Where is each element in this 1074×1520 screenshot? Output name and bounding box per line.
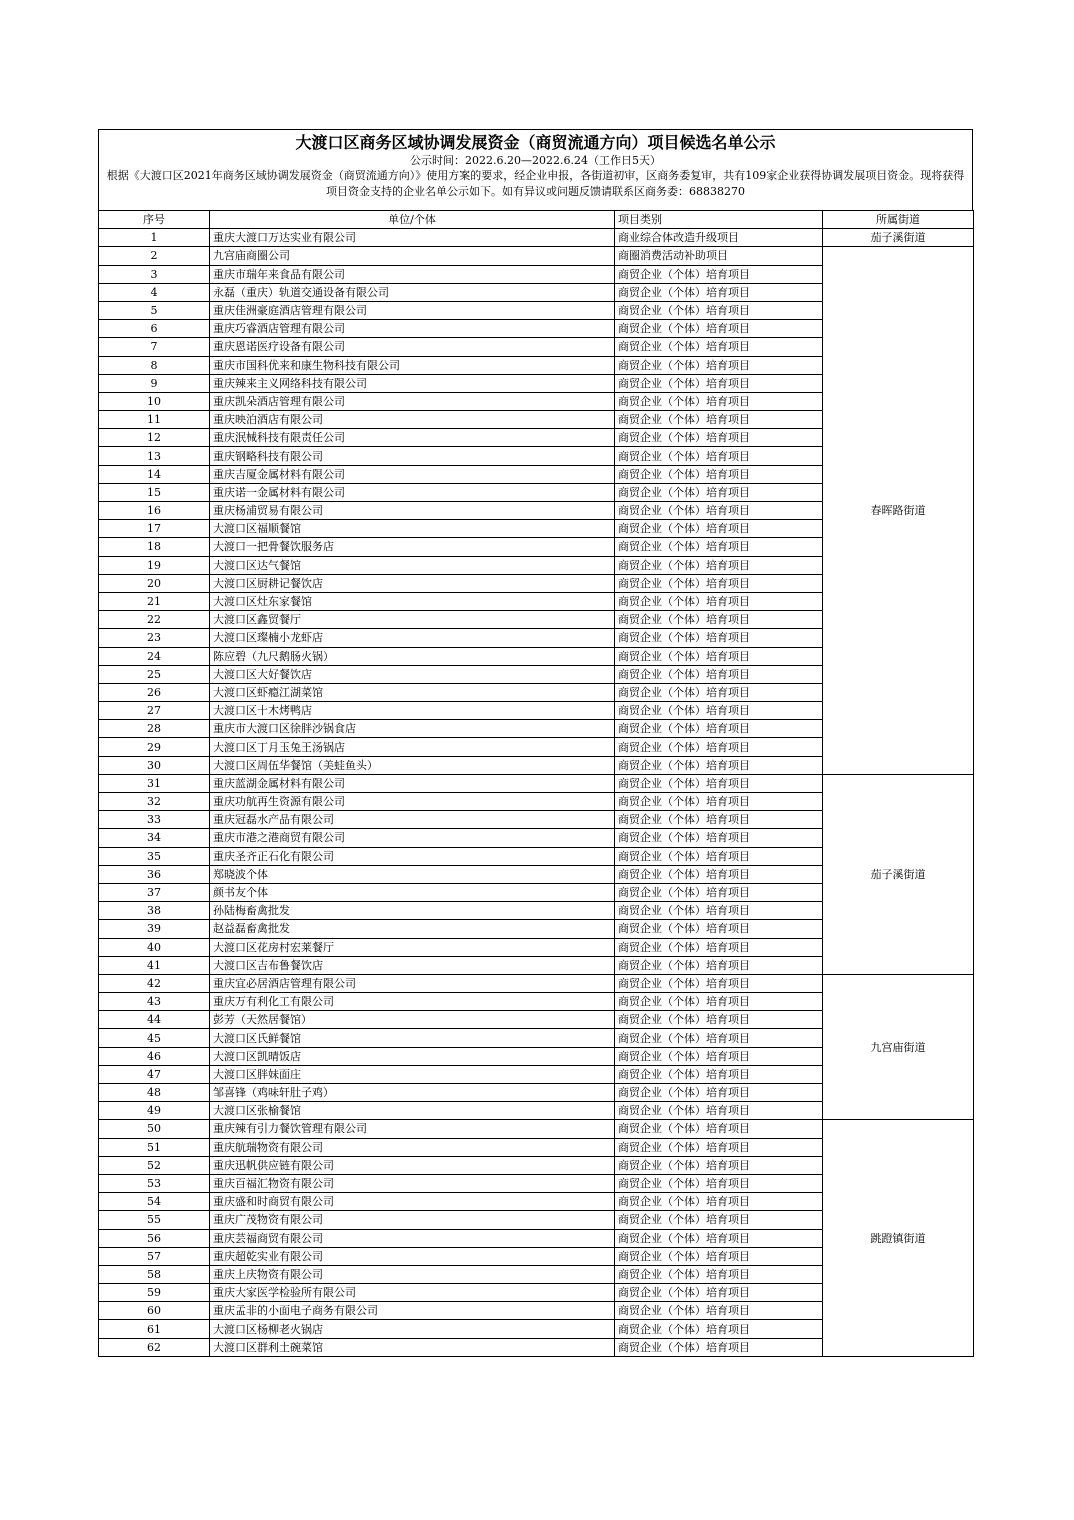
notice-description: 根据《大渡口区2021年商务区域协调发展资金（商贸流通方向）》使用方案的要求，经企业申报，各街道初审，区商务委复审，共有109家企业获得协调发展项目资金。现将获得项目资金支持的企业名单公示如下。如有异议或问题反馈请联系区商务委：68838270 xyxy=(106,169,965,198)
row-no: 3 xyxy=(99,265,210,283)
row-no: 22 xyxy=(99,611,210,629)
column-header-no: 序号 xyxy=(99,211,210,229)
row-no: 38 xyxy=(99,902,210,920)
row-name: 大渡口区群利土碗菜馆 xyxy=(210,1338,615,1356)
row-no: 13 xyxy=(99,447,210,465)
row-no: 61 xyxy=(99,1320,210,1338)
row-no: 53 xyxy=(99,1174,210,1192)
row-type: 商贸企业（个体）培育项目 xyxy=(615,1211,823,1229)
table-row xyxy=(99,229,974,247)
row-type: 商贸企业（个体）培育项目 xyxy=(615,520,823,538)
table-body xyxy=(99,229,974,1357)
row-type: 商贸企业（个体）培育项目 xyxy=(615,338,823,356)
page-title: 大渡口区商务区域协调发展资金（商贸流通方向）项目候选名单公示 xyxy=(295,133,776,152)
row-name: 大渡口区周伍华餐馆（美蛙鱼头） xyxy=(210,756,615,774)
row-name: 重庆辣来主义网络科技有限公司 xyxy=(210,374,615,392)
row-type: 商贸企业（个体）培育项目 xyxy=(615,647,823,665)
row-type: 商贸企业（个体）培育项目 xyxy=(615,538,823,556)
row-type: 商贸企业（个体）培育项目 xyxy=(615,1174,823,1192)
row-name: 重庆市大渡口区徐胖沙锅食店 xyxy=(210,720,615,738)
row-type: 商贸企业（个体）培育项目 xyxy=(615,702,823,720)
row-no: 24 xyxy=(99,647,210,665)
row-type: 商贸企业（个体）培育项目 xyxy=(615,938,823,956)
row-name: 重庆百福汇物资有限公司 xyxy=(210,1174,615,1192)
row-name: 重庆市港之港商贸有限公司 xyxy=(210,829,615,847)
row-no: 57 xyxy=(99,1247,210,1265)
row-no: 15 xyxy=(99,483,210,501)
row-no: 59 xyxy=(99,1284,210,1302)
row-no: 37 xyxy=(99,883,210,901)
row-name: 大渡口区花房村宏莱餐厅 xyxy=(210,938,615,956)
row-no: 14 xyxy=(99,465,210,483)
row-no: 26 xyxy=(99,683,210,701)
row-no: 50 xyxy=(99,1120,210,1138)
row-no: 18 xyxy=(99,538,210,556)
row-no: 55 xyxy=(99,1211,210,1229)
row-no: 45 xyxy=(99,1029,210,1047)
row-type: 商贸企业（个体）培育项目 xyxy=(615,1084,823,1102)
row-district: 茄子溪街道 xyxy=(823,229,974,247)
row-type: 商贸企业（个体）培育项目 xyxy=(615,1029,823,1047)
row-no: 16 xyxy=(99,502,210,520)
row-no: 56 xyxy=(99,1229,210,1247)
row-type: 商贸企业（个体）培育项目 xyxy=(615,847,823,865)
row-name: 重庆吉厦金属材料有限公司 xyxy=(210,465,615,483)
row-type: 商贸企业（个体）培育项目 xyxy=(615,993,823,1011)
row-name: 重庆映泊酒店有限公司 xyxy=(210,411,615,429)
row-type: 商贸企业（个体）培育项目 xyxy=(615,1102,823,1120)
row-no: 52 xyxy=(99,1156,210,1174)
row-no: 39 xyxy=(99,920,210,938)
row-type: 商业综合体改造升级项目 xyxy=(615,229,823,247)
row-no: 29 xyxy=(99,738,210,756)
row-no: 42 xyxy=(99,974,210,992)
row-name: 重庆功航再生资源有限公司 xyxy=(210,793,615,811)
row-name: 重庆市瑞年来食品有限公司 xyxy=(210,265,615,283)
row-name: 大渡口区璨楠小龙虾店 xyxy=(210,629,615,647)
row-type: 商圈消费活动补助项目 xyxy=(615,247,823,265)
row-name: 大渡口区灶东家餐馆 xyxy=(210,592,615,610)
row-name: 重庆盛和时商贸有限公司 xyxy=(210,1193,615,1211)
row-type: 商贸企业（个体）培育项目 xyxy=(615,956,823,974)
row-name: 重庆大家医学检验所有限公司 xyxy=(210,1284,615,1302)
column-header-type: 项目类别 xyxy=(615,211,823,229)
row-name: 重庆凯朵酒店管理有限公司 xyxy=(210,392,615,410)
row-no: 7 xyxy=(99,338,210,356)
row-no: 30 xyxy=(99,756,210,774)
row-type: 商贸企业（个体）培育项目 xyxy=(615,774,823,792)
row-no: 60 xyxy=(99,1302,210,1320)
row-no: 11 xyxy=(99,411,210,429)
row-type: 商贸企业（个体）培育项目 xyxy=(615,611,823,629)
row-type: 商贸企业（个体）培育项目 xyxy=(615,1338,823,1356)
row-no: 17 xyxy=(99,520,210,538)
row-no: 51 xyxy=(99,1138,210,1156)
row-name: 九宫庙商圈公司 xyxy=(210,247,615,265)
row-type: 商贸企业（个体）培育项目 xyxy=(615,1047,823,1065)
row-type: 商贸企业（个体）培育项目 xyxy=(615,902,823,920)
row-type: 商贸企业（个体）培育项目 xyxy=(615,665,823,683)
row-name: 大渡口区大好餐饮店 xyxy=(210,665,615,683)
row-type: 商贸企业（个体）培育项目 xyxy=(615,1284,823,1302)
row-name: 重庆市国科优来和康生物科技有限公司 xyxy=(210,356,615,374)
row-type: 商贸企业（个体）培育项目 xyxy=(615,1156,823,1174)
row-type: 商贸企业（个体）培育项目 xyxy=(615,447,823,465)
row-name: 重庆广茂物资有限公司 xyxy=(210,1211,615,1229)
row-type: 商贸企业（个体）培育项目 xyxy=(615,920,823,938)
row-no: 32 xyxy=(99,793,210,811)
row-name: 陈应碧（九尺鹅肠火锅） xyxy=(210,647,615,665)
row-name: 大渡口区吉布鲁餐饮店 xyxy=(210,956,615,974)
row-type: 商贸企业（个体）培育项目 xyxy=(615,592,823,610)
row-type: 商贸企业（个体）培育项目 xyxy=(615,1265,823,1283)
row-name: 重庆佳洲豪庭酒店管理有限公司 xyxy=(210,301,615,319)
row-no: 41 xyxy=(99,956,210,974)
row-name: 郑晓波个体 xyxy=(210,865,615,883)
row-district: 春晖路街道 xyxy=(823,247,974,774)
row-name: 重庆恩诺医疗设备有限公司 xyxy=(210,338,615,356)
row-name: 重庆诺一金属材料有限公司 xyxy=(210,483,615,501)
row-type: 商贸企业（个体）培育项目 xyxy=(615,720,823,738)
candidate-table xyxy=(98,210,974,1357)
row-type: 商贸企业（个体）培育项目 xyxy=(615,1138,823,1156)
row-type: 商贸企业（个体）培育项目 xyxy=(615,411,823,429)
row-type: 商贸企业（个体）培育项目 xyxy=(615,1247,823,1265)
row-no: 48 xyxy=(99,1084,210,1102)
row-name: 孙陆梅畜禽批发 xyxy=(210,902,615,920)
row-no: 1 xyxy=(99,229,210,247)
row-type: 商贸企业（个体）培育项目 xyxy=(615,974,823,992)
row-name: 重庆超乾实业有限公司 xyxy=(210,1247,615,1265)
row-type: 商贸企业（个体）培育项目 xyxy=(615,865,823,883)
table-row xyxy=(99,1120,974,1138)
row-name: 彭芳（天然居餐馆） xyxy=(210,1011,615,1029)
row-type: 商贸企业（个体）培育项目 xyxy=(615,629,823,647)
row-name: 重庆宜必居酒店管理有限公司 xyxy=(210,974,615,992)
table-row xyxy=(99,974,974,992)
row-name: 大渡口区氏鲜餐馆 xyxy=(210,1029,615,1047)
row-no: 54 xyxy=(99,1193,210,1211)
row-type: 商贸企业（个体）培育项目 xyxy=(615,1193,823,1211)
row-name: 重庆杨浦贸易有限公司 xyxy=(210,502,615,520)
row-district: 九宫庙街道 xyxy=(823,974,974,1120)
row-type: 商贸企业（个体）培育项目 xyxy=(615,829,823,847)
row-no: 34 xyxy=(99,829,210,847)
row-type: 商贸企业（个体）培育项目 xyxy=(615,465,823,483)
row-name: 大渡口区厨耕记餐饮店 xyxy=(210,574,615,592)
column-header-district: 所属街道 xyxy=(823,211,974,229)
row-name: 重庆万有利化工有限公司 xyxy=(210,993,615,1011)
row-no: 2 xyxy=(99,247,210,265)
row-no: 12 xyxy=(99,429,210,447)
row-no: 33 xyxy=(99,811,210,829)
row-type: 商贸企业（个体）培育项目 xyxy=(615,374,823,392)
row-no: 44 xyxy=(99,1011,210,1029)
row-district: 茄子溪街道 xyxy=(823,774,974,974)
row-name: 大渡口区杨柳老火锅店 xyxy=(210,1320,615,1338)
notice-header xyxy=(98,129,973,210)
row-no: 19 xyxy=(99,556,210,574)
row-no: 20 xyxy=(99,574,210,592)
row-type: 商贸企业（个体）培育项目 xyxy=(615,502,823,520)
row-name: 邹喜锋（鸡味轩肚子鸡） xyxy=(210,1084,615,1102)
notice-sheet xyxy=(98,129,973,1357)
row-type: 商贸企业（个体）培育项目 xyxy=(615,483,823,501)
row-name: 重庆芸福商贸有限公司 xyxy=(210,1229,615,1247)
row-no: 9 xyxy=(99,374,210,392)
row-name: 重庆蓝湖金属材料有限公司 xyxy=(210,774,615,792)
table-header-row xyxy=(99,211,974,229)
row-name: 重庆圣齐正石化有限公司 xyxy=(210,847,615,865)
table-row xyxy=(99,247,974,265)
row-name: 永磊（重庆）轨道交通设备有限公司 xyxy=(210,283,615,301)
row-name: 大渡口区十木烤鸭店 xyxy=(210,702,615,720)
row-name: 大渡口区丁月玉兔王汤锅店 xyxy=(210,738,615,756)
row-name: 赵益磊畜禽批发 xyxy=(210,920,615,938)
row-no: 36 xyxy=(99,865,210,883)
row-name: 大渡口区凯晴饭店 xyxy=(210,1047,615,1065)
row-no: 10 xyxy=(99,392,210,410)
row-district: 跳蹬镇街道 xyxy=(823,1120,974,1356)
row-name: 颜书友个体 xyxy=(210,883,615,901)
row-type: 商贸企业（个体）培育项目 xyxy=(615,320,823,338)
row-name: 重庆冠磊水产品有限公司 xyxy=(210,811,615,829)
row-no: 25 xyxy=(99,665,210,683)
row-type: 商贸企业（个体）培育项目 xyxy=(615,301,823,319)
row-type: 商贸企业（个体）培育项目 xyxy=(615,574,823,592)
row-type: 商贸企业（个体）培育项目 xyxy=(615,1320,823,1338)
row-no: 6 xyxy=(99,320,210,338)
row-type: 商贸企业（个体）培育项目 xyxy=(615,738,823,756)
row-name: 大渡口区张榆餐馆 xyxy=(210,1102,615,1120)
row-name: 重庆上庆物资有限公司 xyxy=(210,1265,615,1283)
row-no: 23 xyxy=(99,629,210,647)
row-name: 大渡口区鑫贸餐厅 xyxy=(210,611,615,629)
row-no: 8 xyxy=(99,356,210,374)
row-no: 47 xyxy=(99,1065,210,1083)
row-name: 重庆航瑞物资有限公司 xyxy=(210,1138,615,1156)
row-no: 31 xyxy=(99,774,210,792)
row-type: 商贸企业（个体）培育项目 xyxy=(615,793,823,811)
row-no: 5 xyxy=(99,301,210,319)
row-name: 重庆巧睿酒店管理有限公司 xyxy=(210,320,615,338)
row-name: 大渡口区虾瘾江湖菜馆 xyxy=(210,683,615,701)
row-type: 商贸企业（个体）培育项目 xyxy=(615,1011,823,1029)
row-type: 商贸企业（个体）培育项目 xyxy=(615,283,823,301)
row-no: 43 xyxy=(99,993,210,1011)
row-type: 商贸企业（个体）培育项目 xyxy=(615,756,823,774)
row-no: 46 xyxy=(99,1047,210,1065)
row-name: 大渡口区福顺餐馆 xyxy=(210,520,615,538)
row-type: 商贸企业（个体）培育项目 xyxy=(615,556,823,574)
row-no: 40 xyxy=(99,938,210,956)
row-no: 21 xyxy=(99,592,210,610)
row-type: 商贸企业（个体）培育项目 xyxy=(615,683,823,701)
row-type: 商贸企业（个体）培育项目 xyxy=(615,392,823,410)
row-no: 49 xyxy=(99,1102,210,1120)
row-type: 商贸企业（个体）培育项目 xyxy=(615,356,823,374)
row-name: 重庆大渡口万达实业有限公司 xyxy=(210,229,615,247)
row-name: 大渡口一把骨餐饮服务店 xyxy=(210,538,615,556)
row-type: 商贸企业（个体）培育项目 xyxy=(615,429,823,447)
row-name: 重庆泯械科技有限责任公司 xyxy=(210,429,615,447)
row-name: 重庆孟非的小面电子商务有限公司 xyxy=(210,1302,615,1320)
row-type: 商贸企业（个体）培育项目 xyxy=(615,1120,823,1138)
column-header-name: 单位/个体 xyxy=(210,211,615,229)
row-type: 商贸企业（个体）培育项目 xyxy=(615,1065,823,1083)
row-name: 重庆钢略科技有限公司 xyxy=(210,447,615,465)
notice-time: 公示时间：2022.6.20—2022.6.24（工作日5天） xyxy=(410,154,661,167)
row-no: 62 xyxy=(99,1338,210,1356)
row-no: 58 xyxy=(99,1265,210,1283)
table-row xyxy=(99,774,974,792)
row-type: 商贸企业（个体）培育项目 xyxy=(615,1302,823,1320)
row-name: 大渡口区达气餐馆 xyxy=(210,556,615,574)
row-type: 商贸企业（个体）培育项目 xyxy=(615,883,823,901)
row-type: 商贸企业（个体）培育项目 xyxy=(615,1229,823,1247)
row-name: 重庆迅帆供应链有限公司 xyxy=(210,1156,615,1174)
row-type: 商贸企业（个体）培育项目 xyxy=(615,811,823,829)
row-name: 大渡口区胖妹面庄 xyxy=(210,1065,615,1083)
row-no: 28 xyxy=(99,720,210,738)
row-no: 4 xyxy=(99,283,210,301)
row-no: 35 xyxy=(99,847,210,865)
row-no: 27 xyxy=(99,702,210,720)
row-type: 商贸企业（个体）培育项目 xyxy=(615,265,823,283)
row-name: 重庆辣有引力餐饮管理有限公司 xyxy=(210,1120,615,1138)
